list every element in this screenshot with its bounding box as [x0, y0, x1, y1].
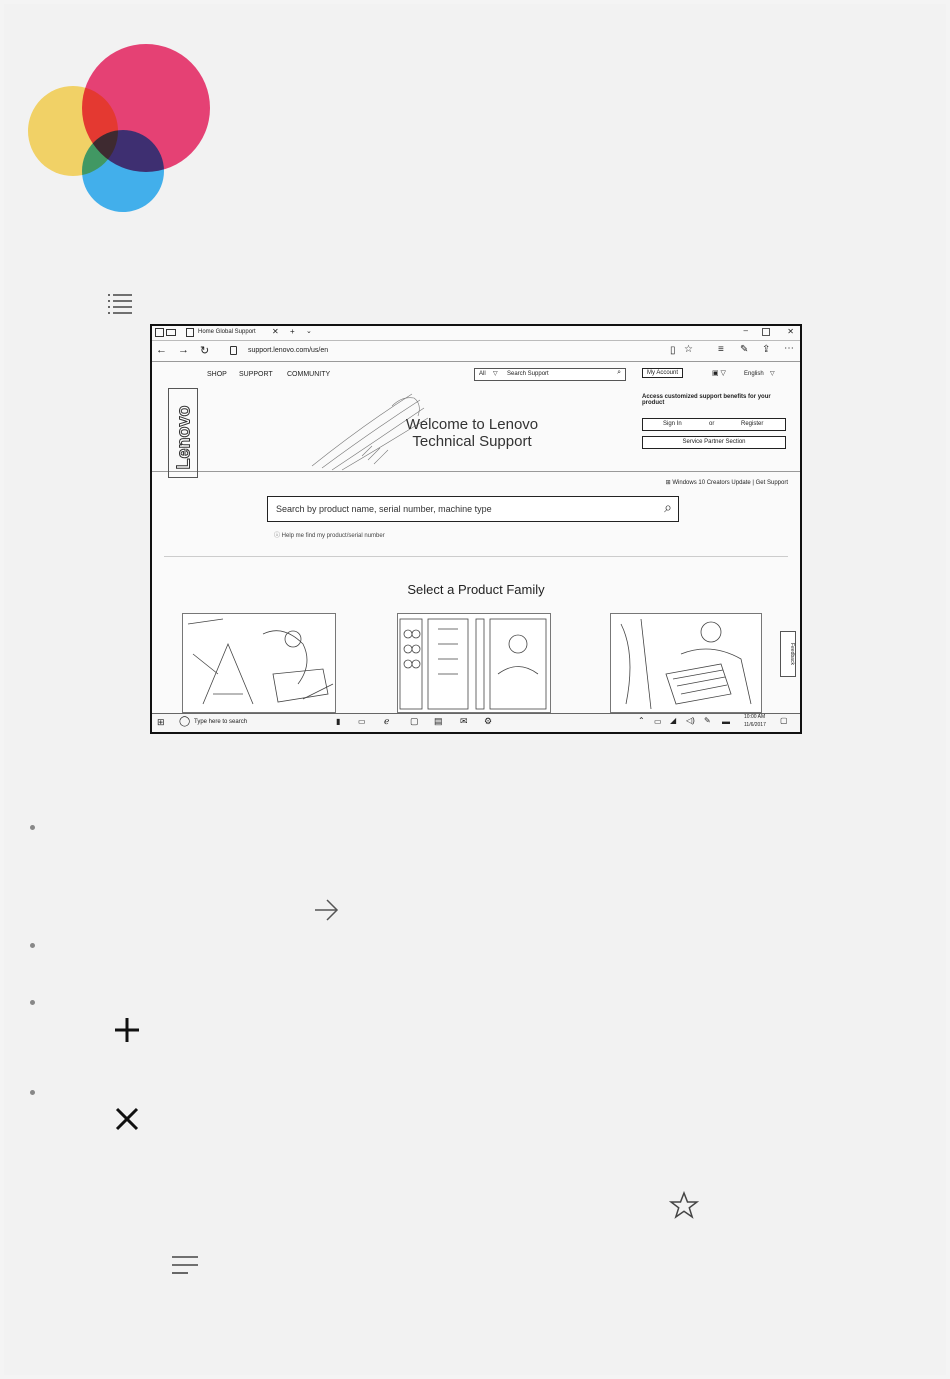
laptop-photo-sketch — [183, 614, 335, 712]
task-view-icon[interactable]: ▭ — [358, 717, 366, 726]
favorite-star-icon[interactable]: ☆ — [684, 344, 693, 355]
notes-icon[interactable]: ✎ — [740, 344, 749, 355]
help-link-text[interactable]: Help me find my product/serial number — [281, 533, 385, 539]
sign-in-register-bar — [642, 418, 786, 431]
service-partner-button[interactable]: Service Partner Section — [642, 436, 786, 449]
welcome-heading — [392, 416, 552, 450]
logo-blue-circle — [82, 130, 164, 212]
windows-update-note[interactable] — [666, 479, 788, 486]
new-tab-icon[interactable]: + — [290, 327, 295, 336]
or-label: or — [709, 421, 715, 427]
windows-update-text[interactable]: Windows 10 Creators Update | Get Support — [672, 480, 788, 486]
hamburger-menu-icon — [106, 292, 134, 316]
edge-icon[interactable]: ℯ — [384, 716, 390, 726]
feedback-tab[interactable]: Feedback — [780, 631, 796, 677]
network-icon[interactable]: ◢ — [670, 716, 677, 725]
plus-icon — [113, 1016, 141, 1044]
back-icon[interactable]: ← — [156, 344, 167, 356]
start-icon[interactable]: ⊞ — [157, 717, 165, 727]
benefits-text: Access customized support benefits for your product — [642, 394, 771, 406]
taskbar-search-input[interactable]: Type here to search — [194, 719, 248, 725]
clock-date[interactable]: 11/6/2017 — [744, 722, 766, 728]
menu-lines-icon — [170, 1254, 200, 1278]
hub-icon[interactable]: ≡ — [718, 344, 724, 355]
help-find-product-link[interactable] — [274, 530, 385, 539]
support-search-input[interactable]: Search Support — [507, 371, 549, 377]
browser-screenshot — [150, 324, 802, 734]
language-select[interactable]: English — [744, 371, 764, 377]
language-chevron-icon: ▽ — [770, 371, 775, 377]
product-family-tablets[interactable] — [610, 613, 762, 713]
product-family-laptops[interactable] — [182, 613, 336, 713]
pen-icon[interactable]: ✎ — [704, 716, 711, 725]
store-icon[interactable]: ▤ — [434, 716, 443, 726]
cart-icon[interactable]: ▣ ▽ — [712, 370, 726, 377]
brand-name: Lenovo — [173, 405, 194, 470]
windows-icon: ⊞ — [665, 480, 673, 486]
help-circle-icon: ⓘ — [274, 533, 282, 539]
browser-tab-title[interactable]: Home Global Support — [198, 329, 256, 335]
address-field[interactable]: support.lenovo.com/us/en — [248, 347, 329, 354]
register-button[interactable]: Register — [741, 421, 764, 427]
product-search-box[interactable] — [267, 496, 679, 522]
mail-icon[interactable]: ✉ — [460, 716, 468, 726]
welcome-banner — [152, 386, 800, 472]
nav-community[interactable]: COMMUNITY — [287, 371, 331, 378]
arrow-right-icon — [312, 897, 340, 923]
welcome-line-2: Technical Support — [412, 433, 532, 450]
list-bullet — [30, 943, 35, 948]
close-tab-icon[interactable]: ✕ — [272, 327, 279, 336]
window-close-icon[interactable]: ✕ — [787, 327, 794, 336]
settings-icon[interactable]: ⚙ — [484, 716, 493, 726]
refresh-icon[interactable]: ↻ — [200, 345, 210, 357]
close-icon — [113, 1105, 141, 1133]
file-explorer-icon[interactable]: ▢ — [410, 716, 419, 726]
sign-in-button[interactable]: Sign In — [663, 421, 682, 427]
microphone-icon[interactable]: ▮ — [336, 717, 341, 726]
nav-shop[interactable]: SHOP — [207, 371, 227, 378]
welcome-line-1: Welcome to Lenovo — [405, 416, 539, 433]
tab-dropdown-icon[interactable]: ⌄ — [306, 328, 312, 335]
volume-icon[interactable]: ◁) — [686, 716, 695, 725]
my-account-button[interactable]: My Account — [642, 368, 683, 378]
browser-tab-bar — [152, 326, 800, 341]
restore-icon[interactable] — [762, 328, 770, 336]
star-icon — [669, 1191, 699, 1219]
clock-time[interactable]: 10:00 AM — [744, 714, 766, 720]
windows-taskbar — [152, 713, 800, 732]
share-icon[interactable]: ⇪ — [762, 344, 771, 355]
nav-support[interactable]: SUPPORT — [239, 371, 273, 378]
tray-up-icon[interactable]: ⌃ — [638, 716, 645, 725]
app-logo — [20, 40, 220, 220]
chevron-down-icon: ▽ — [493, 371, 498, 377]
product-family-desktops[interactable] — [397, 613, 551, 713]
minimize-icon[interactable]: – — [743, 326, 748, 335]
section-divider — [164, 556, 788, 557]
forward-icon[interactable]: → — [178, 344, 189, 356]
desktop-photo-sketch — [398, 614, 550, 712]
more-icon[interactable]: ⋯ — [784, 343, 794, 354]
list-bullet — [30, 1090, 35, 1095]
support-search[interactable] — [474, 368, 626, 381]
address-bar-row — [152, 341, 800, 362]
magnifier-icon[interactable]: ⌕ — [664, 499, 672, 515]
reading-view-icon[interactable]: ▯ — [670, 345, 676, 356]
battery-icon[interactable]: ▭ — [654, 717, 662, 726]
lock-icon — [230, 346, 237, 355]
list-bullet — [30, 1000, 35, 1005]
site-navigation — [152, 363, 800, 385]
tablet-photo-sketch — [611, 614, 761, 712]
keyboard-icon[interactable]: ▬ — [722, 717, 730, 726]
product-family-heading: Select a Product Family — [407, 582, 545, 597]
product-search-input[interactable]: Search by product name, serial number, machine type — [276, 504, 492, 514]
search-icon[interactable]: ⌕ — [617, 369, 621, 376]
lenovo-logo — [168, 388, 198, 478]
cortana-icon[interactable]: ◯ — [179, 716, 191, 727]
action-center-icon[interactable]: ▢ — [780, 716, 788, 725]
list-bullet — [30, 825, 35, 830]
search-scope[interactable]: All — [479, 371, 486, 377]
